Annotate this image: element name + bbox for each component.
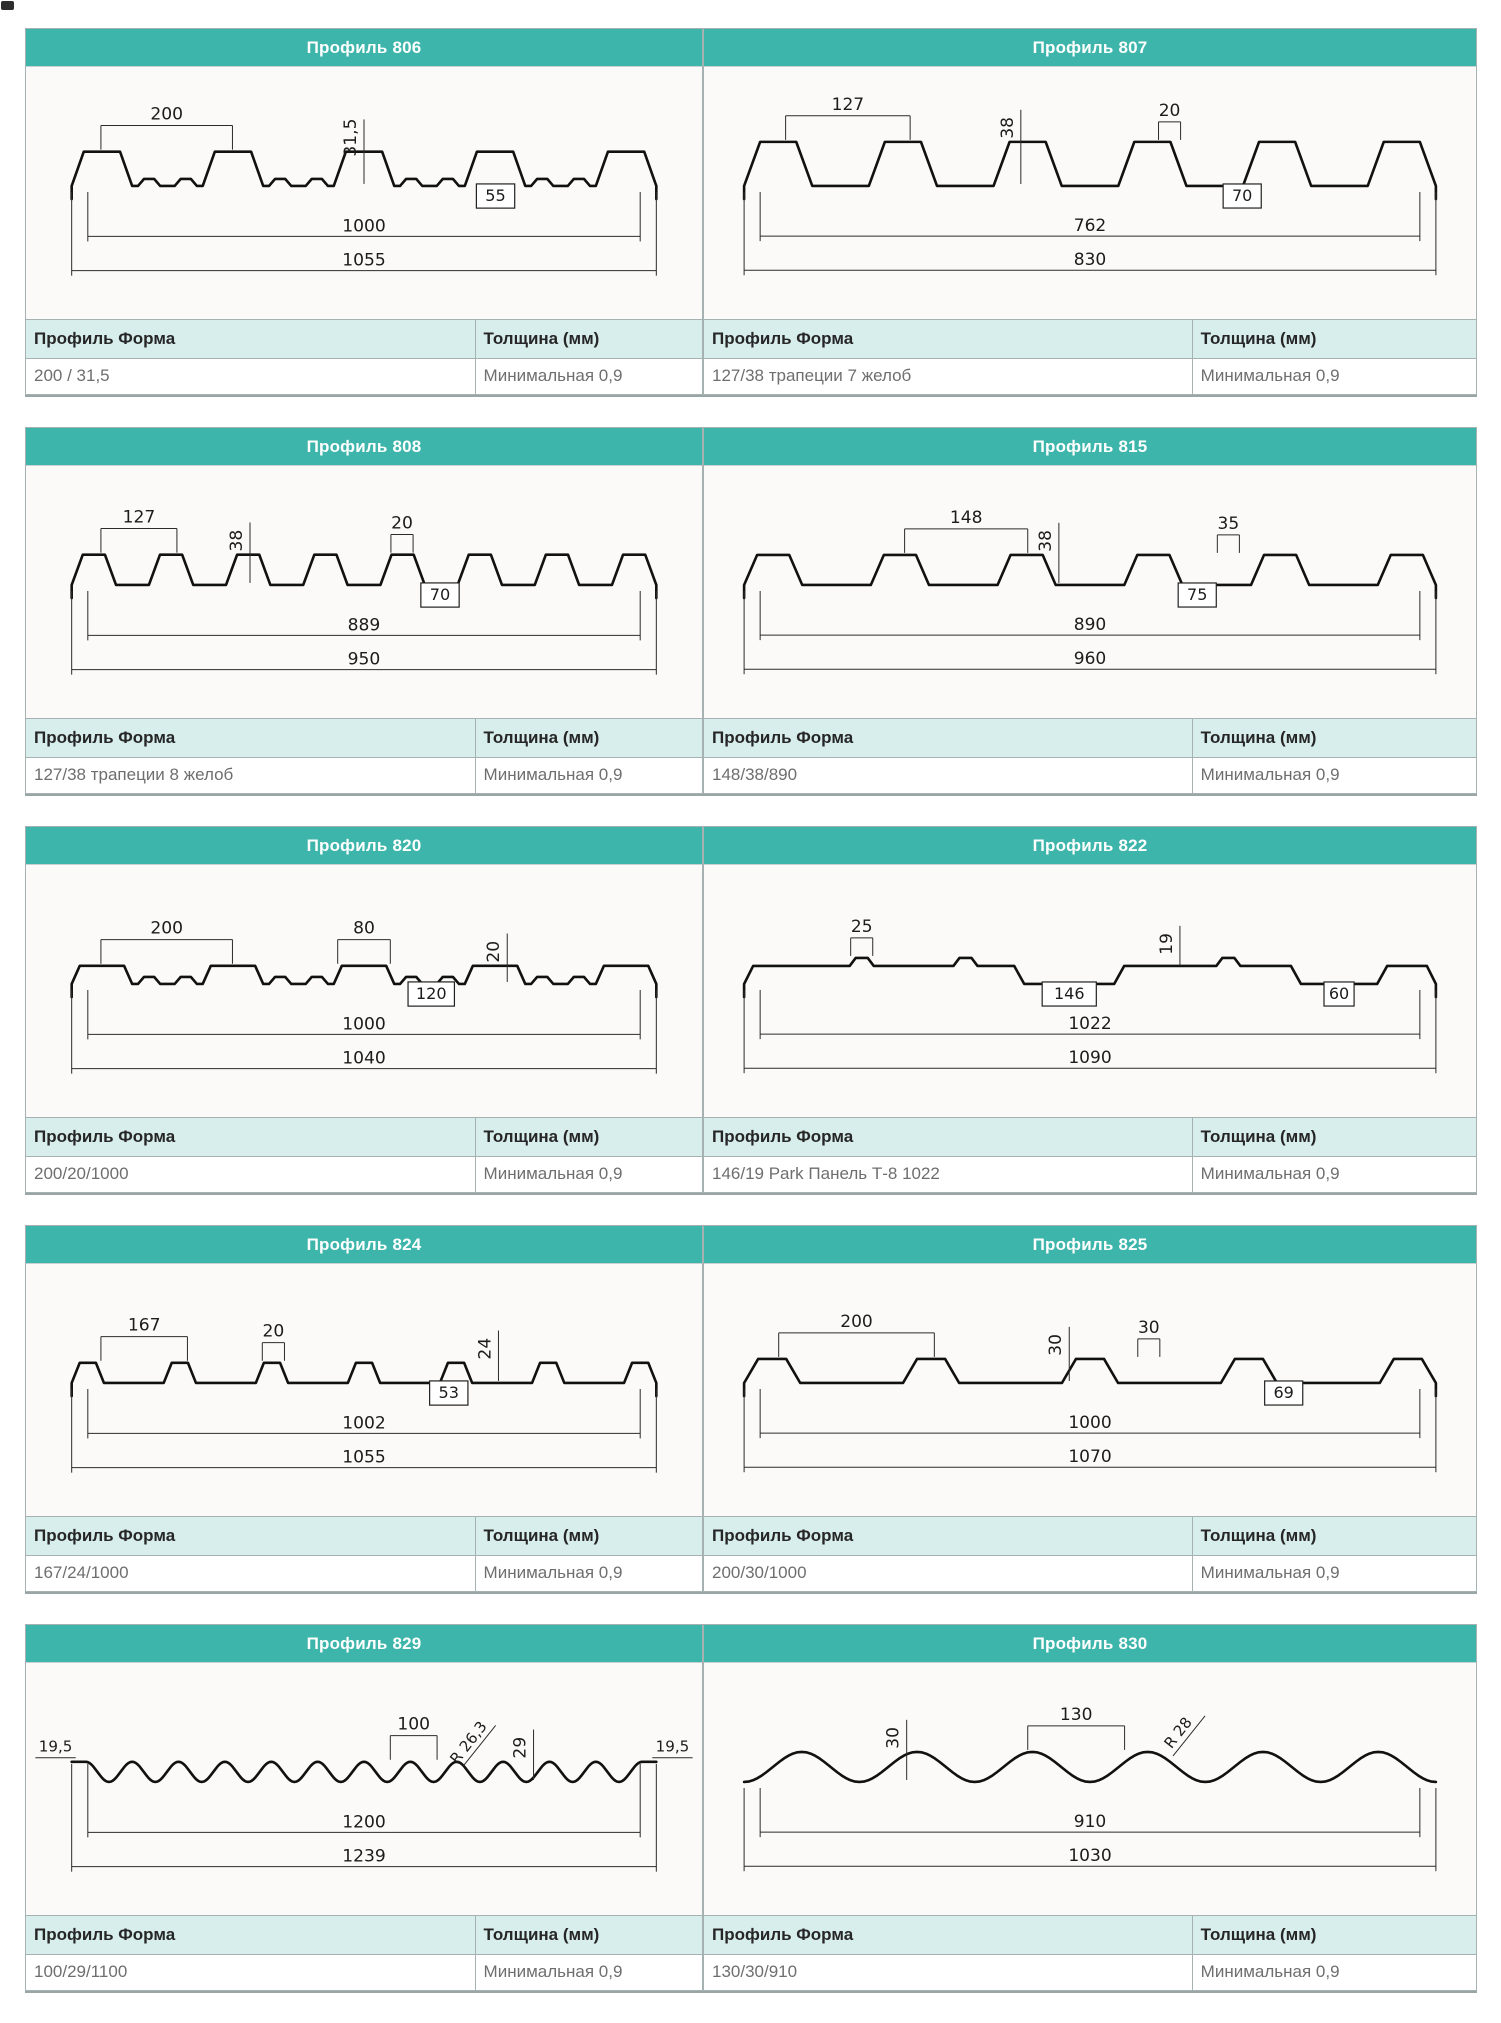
col-header-thickness: Толщина (мм) bbox=[1193, 320, 1476, 358]
svg-text:1055: 1055 bbox=[342, 1447, 386, 1468]
form-value: 200/30/1000 bbox=[704, 1556, 1193, 1591]
form-value: 146/19 Park Панель Т-8 1022 bbox=[704, 1157, 1193, 1192]
svg-text:127: 127 bbox=[831, 94, 865, 115]
form-value: 127/38 трапеции 8 желоб bbox=[26, 758, 476, 793]
svg-text:R 28: R 28 bbox=[1160, 1713, 1196, 1752]
panel-title: Профиль 820 bbox=[26, 827, 702, 864]
form-value: 127/38 трапеции 7 желоб bbox=[704, 359, 1193, 394]
form-value: 148/38/890 bbox=[704, 758, 1193, 793]
svg-text:29: 29 bbox=[510, 1736, 531, 1759]
svg-text:19,5: 19,5 bbox=[655, 1737, 690, 1756]
col-header-thickness: Толщина (мм) bbox=[476, 1118, 702, 1156]
profile-block bbox=[25, 826, 1477, 1195]
table-subheader-row bbox=[26, 1117, 702, 1156]
form-value: 167/24/1000 bbox=[26, 1556, 476, 1591]
svg-text:24: 24 bbox=[475, 1337, 496, 1360]
svg-text:70: 70 bbox=[429, 585, 451, 605]
svg-text:30: 30 bbox=[1137, 1317, 1160, 1338]
panel-title: Профиль 829 bbox=[26, 1625, 702, 1662]
col-header-thickness: Толщина (мм) bbox=[1193, 1517, 1476, 1555]
col-header-thickness: Толщина (мм) bbox=[1193, 719, 1476, 757]
thickness-value: Минимальная 0,9 bbox=[1193, 1556, 1476, 1591]
col-header-thickness: Толщина (мм) bbox=[476, 719, 702, 757]
svg-text:889: 889 bbox=[347, 615, 381, 636]
panel-title: Профиль 807 bbox=[704, 29, 1476, 66]
profile-panel bbox=[703, 28, 1477, 395]
profile-cross-section-diagram bbox=[704, 1663, 1476, 1915]
table-data-row bbox=[704, 1156, 1476, 1192]
svg-text:1002: 1002 bbox=[342, 1413, 386, 1434]
table-data-row bbox=[704, 757, 1476, 793]
svg-text:53: 53 bbox=[438, 1383, 460, 1403]
panel-title: Профиль 815 bbox=[704, 428, 1476, 465]
col-header-form: Профиль Форма bbox=[26, 719, 476, 757]
profile-cross-section-diagram bbox=[704, 1264, 1476, 1516]
table-data-row bbox=[26, 1954, 702, 1990]
table-subheader-row bbox=[704, 1915, 1476, 1954]
table-subheader-row bbox=[26, 1915, 702, 1954]
svg-text:20: 20 bbox=[262, 1321, 285, 1342]
profile-panel bbox=[25, 1225, 703, 1592]
profile-panel bbox=[703, 826, 1477, 1193]
svg-text:1070: 1070 bbox=[1068, 1447, 1112, 1468]
svg-text:200: 200 bbox=[840, 1311, 873, 1332]
scan-artifact bbox=[1, 1, 14, 10]
profile-panel bbox=[703, 1624, 1477, 1991]
profile-drawing-area bbox=[26, 465, 702, 718]
svg-text:960: 960 bbox=[1073, 649, 1107, 670]
profile-cross-section-diagram bbox=[26, 67, 702, 319]
profile-cross-section-diagram bbox=[26, 1264, 702, 1516]
form-value: 200 / 31,5 bbox=[26, 359, 476, 394]
svg-text:200: 200 bbox=[150, 104, 184, 125]
profiles-catalog bbox=[25, 28, 1477, 2023]
col-header-thickness: Толщина (мм) bbox=[476, 1916, 702, 1954]
profile-block bbox=[25, 427, 1477, 796]
profile-cross-section-diagram bbox=[26, 1663, 702, 1915]
form-value: 200/20/1000 bbox=[26, 1157, 476, 1192]
profile-panel bbox=[25, 1624, 703, 1991]
thickness-value: Минимальная 0,9 bbox=[1193, 758, 1476, 793]
col-header-thickness: Толщина (мм) bbox=[1193, 1118, 1476, 1156]
profile-panel bbox=[703, 427, 1477, 794]
svg-text:75: 75 bbox=[1187, 585, 1208, 605]
col-header-form: Профиль Форма bbox=[26, 1118, 476, 1156]
svg-text:100: 100 bbox=[397, 1714, 431, 1735]
profile-drawing-area bbox=[704, 66, 1476, 319]
svg-text:762: 762 bbox=[1073, 216, 1107, 237]
svg-text:25: 25 bbox=[850, 916, 873, 937]
svg-text:1000: 1000 bbox=[342, 1014, 386, 1035]
svg-text:1239: 1239 bbox=[342, 1846, 386, 1867]
profile-drawing-area bbox=[26, 1263, 702, 1516]
panel-title: Профиль 830 bbox=[704, 1625, 1476, 1662]
svg-text:31,5: 31,5 bbox=[340, 118, 361, 157]
profile-drawing-area bbox=[26, 1662, 702, 1915]
profile-drawing-area bbox=[704, 465, 1476, 718]
thickness-value: Минимальная 0,9 bbox=[476, 1556, 702, 1591]
profile-panel bbox=[25, 427, 703, 794]
svg-text:80: 80 bbox=[353, 918, 375, 939]
profile-drawing-area bbox=[26, 864, 702, 1117]
panel-title: Профиль 822 bbox=[704, 827, 1476, 864]
thickness-value: Минимальная 0,9 bbox=[476, 1157, 702, 1192]
table-subheader-row bbox=[26, 718, 702, 757]
svg-text:70: 70 bbox=[1231, 186, 1253, 206]
thickness-value: Минимальная 0,9 bbox=[1193, 359, 1476, 394]
thickness-value: Минимальная 0,9 bbox=[476, 758, 702, 793]
svg-text:146: 146 bbox=[1053, 984, 1085, 1004]
table-data-row bbox=[26, 1555, 702, 1591]
svg-text:60: 60 bbox=[1328, 984, 1350, 1004]
profile-panel bbox=[25, 826, 703, 1193]
svg-text:19: 19 bbox=[1156, 933, 1177, 955]
svg-text:950: 950 bbox=[347, 649, 381, 670]
profile-drawing-area bbox=[704, 864, 1476, 1117]
svg-text:127: 127 bbox=[122, 507, 156, 528]
svg-text:167: 167 bbox=[127, 1315, 161, 1336]
col-header-form: Профиль Форма bbox=[26, 320, 476, 358]
table-subheader-row bbox=[704, 1516, 1476, 1555]
profile-cross-section-diagram bbox=[26, 865, 702, 1117]
col-header-thickness: Толщина (мм) bbox=[1193, 1916, 1476, 1954]
table-subheader-row bbox=[26, 1516, 702, 1555]
thickness-value: Минимальная 0,9 bbox=[1193, 1157, 1476, 1192]
panel-title: Профиль 825 bbox=[704, 1226, 1476, 1263]
svg-text:30: 30 bbox=[1046, 1334, 1067, 1356]
col-header-form: Профиль Форма bbox=[704, 719, 1193, 757]
form-value: 100/29/1100 bbox=[26, 1955, 476, 1990]
table-data-row bbox=[704, 1954, 1476, 1990]
svg-text:19,5: 19,5 bbox=[38, 1737, 73, 1756]
col-header-form: Профиль Форма bbox=[26, 1517, 476, 1555]
svg-text:30: 30 bbox=[883, 1727, 904, 1749]
col-header-form: Профиль Форма bbox=[704, 1916, 1193, 1954]
panel-title: Профиль 806 bbox=[26, 29, 702, 66]
svg-text:130: 130 bbox=[1059, 1704, 1093, 1725]
svg-text:20: 20 bbox=[1158, 100, 1181, 121]
form-value: 130/30/910 bbox=[704, 1955, 1193, 1990]
profile-cross-section-diagram bbox=[704, 466, 1476, 718]
col-header-form: Профиль Форма bbox=[26, 1916, 476, 1954]
profile-panel bbox=[703, 1225, 1477, 1592]
svg-text:38: 38 bbox=[226, 529, 247, 552]
table-subheader-row bbox=[704, 319, 1476, 358]
svg-text:38: 38 bbox=[997, 116, 1018, 139]
profile-drawing-area bbox=[26, 66, 702, 319]
table-subheader-row bbox=[704, 718, 1476, 757]
table-data-row bbox=[26, 757, 702, 793]
svg-text:20: 20 bbox=[484, 940, 505, 963]
svg-text:55: 55 bbox=[485, 186, 506, 206]
svg-text:830: 830 bbox=[1073, 250, 1107, 271]
profile-drawing-area bbox=[704, 1263, 1476, 1516]
svg-text:R 26,3: R 26,3 bbox=[446, 1717, 491, 1768]
thickness-value: Минимальная 0,9 bbox=[476, 1955, 702, 1990]
table-subheader-row bbox=[704, 1117, 1476, 1156]
col-header-form: Профиль Форма bbox=[704, 1517, 1193, 1555]
svg-text:1000: 1000 bbox=[1068, 1413, 1112, 1434]
thickness-value: Минимальная 0,9 bbox=[476, 359, 702, 394]
table-data-row bbox=[26, 358, 702, 394]
svg-text:200: 200 bbox=[150, 918, 184, 939]
svg-text:1030: 1030 bbox=[1068, 1846, 1112, 1867]
svg-text:1055: 1055 bbox=[342, 250, 386, 271]
thickness-value: Минимальная 0,9 bbox=[1193, 1955, 1476, 1990]
profile-cross-section-diagram bbox=[704, 865, 1476, 1117]
table-subheader-row bbox=[26, 319, 702, 358]
table-data-row bbox=[704, 358, 1476, 394]
svg-text:1200: 1200 bbox=[342, 1812, 386, 1833]
table-data-row bbox=[704, 1555, 1476, 1591]
svg-text:1022: 1022 bbox=[1068, 1014, 1112, 1035]
col-header-thickness: Толщина (мм) bbox=[476, 1517, 702, 1555]
svg-text:1040: 1040 bbox=[342, 1048, 386, 1069]
svg-text:890: 890 bbox=[1073, 615, 1107, 636]
col-header-form: Профиль Форма bbox=[704, 320, 1193, 358]
profile-block bbox=[25, 28, 1477, 397]
svg-text:20: 20 bbox=[391, 513, 413, 534]
profile-cross-section-diagram bbox=[26, 466, 702, 718]
table-data-row bbox=[26, 1156, 702, 1192]
profile-drawing-area bbox=[704, 1662, 1476, 1915]
profile-block bbox=[25, 1225, 1477, 1594]
svg-text:1090: 1090 bbox=[1068, 1048, 1112, 1069]
panel-title: Профиль 808 bbox=[26, 428, 702, 465]
svg-text:120: 120 bbox=[415, 984, 447, 1004]
svg-text:38: 38 bbox=[1035, 530, 1056, 552]
svg-text:69: 69 bbox=[1273, 1383, 1294, 1403]
profile-cross-section-diagram bbox=[704, 67, 1476, 319]
profile-panel bbox=[25, 28, 703, 395]
svg-text:148: 148 bbox=[949, 507, 983, 528]
col-header-thickness: Толщина (мм) bbox=[476, 320, 702, 358]
svg-text:35: 35 bbox=[1217, 513, 1240, 534]
panel-title: Профиль 824 bbox=[26, 1226, 702, 1263]
svg-text:910: 910 bbox=[1073, 1812, 1107, 1833]
col-header-form: Профиль Форма bbox=[704, 1118, 1193, 1156]
profile-block bbox=[25, 1624, 1477, 1993]
svg-text:1000: 1000 bbox=[342, 216, 386, 237]
